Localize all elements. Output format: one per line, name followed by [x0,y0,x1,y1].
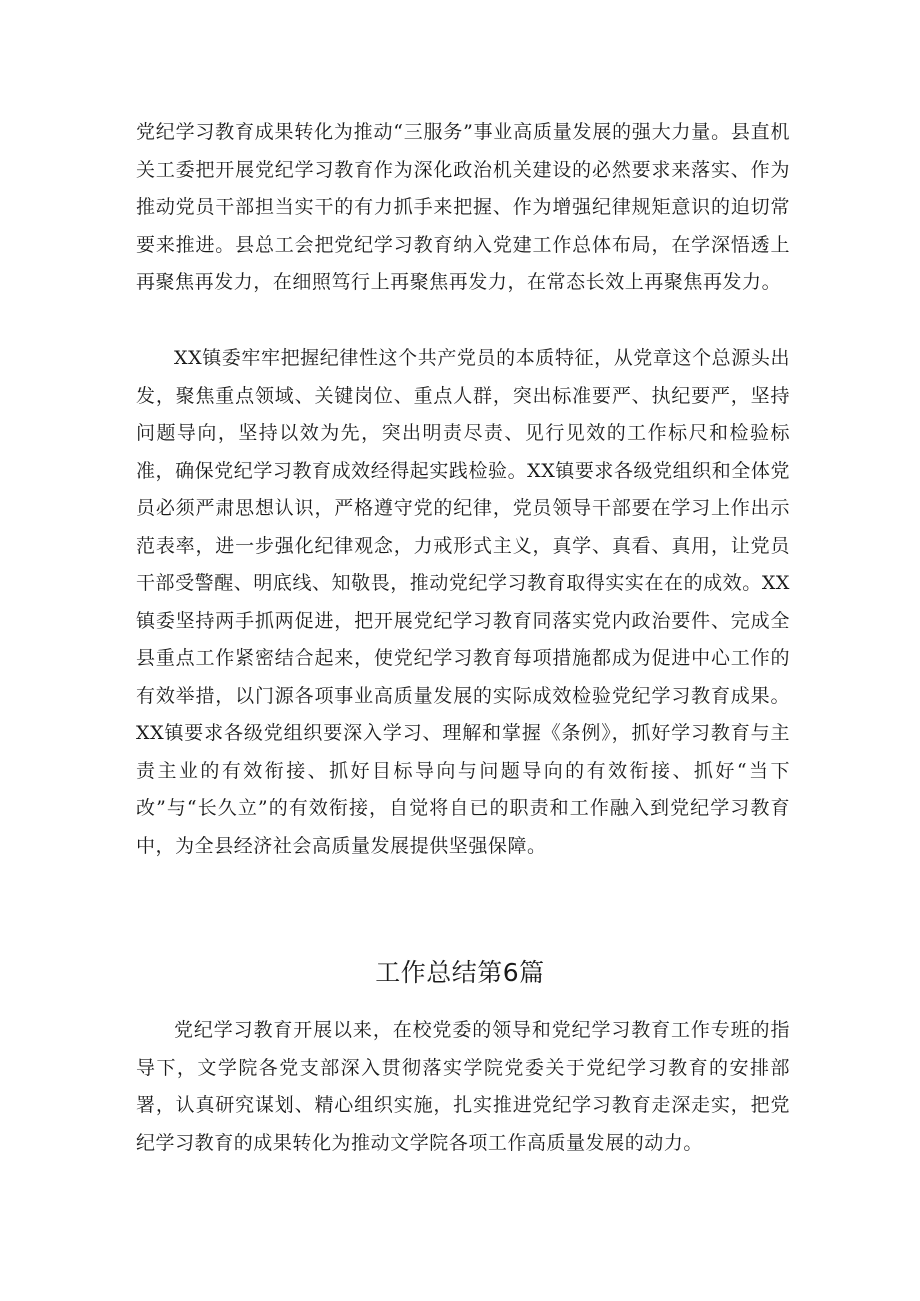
paragraph-continued: 党纪学习教育成果转化为推动“三服务”事业高质量发展的强大力量。县直机关工委把开展党纪学习教育作为深化政治机关建设的必然要求来落实、作为推动党员干部担当实干的有力抓手来把握、作为增强纪律规矩意识的迫切常要来推进。县总工会把党纪学习教育纳入党建工作总体布局，在学深悟透上再聚焦再发力，在细照笃行上再聚焦再发力，在常态长效上再聚焦再发力。 [136,121,790,293]
section-heading: 工作总结第6篇 [375,958,545,987]
paragraph-college: 党纪学习教育开展以来，在校党委的领导和党纪学习教育工作专班的指导下，文学院各党支部深入贯彻落实学院党委关于党纪学习教育的安排部署，认真研究谋划、精心组织实施，扎实推进党纪学习教育走深走实，把党纪学习教育的成果转化为推动文学院各项工作高质量发展的动力。 [136,1019,790,1154]
paragraph-town-committee: XX镇委牢牢把握纪律性这个共产党员的本质特征，从党章这个总源头出发，聚焦重点领域、关键岗位、重点人群，突出标准要严、执纪要严，坚持问题导向，坚持以效为先，突出明责尽责、见行见效的工作标尺和检验标准，确保党纪学习教育成效经得起实践检验。XX镇要求各级党组织和全体党员必须严肃思想认识，严格遵守党的纪律，党员领导干部要在学习上作出示范表率，进一步强化纪律观念，力戒形式主义，真学、真看、真用，让党员干部受警醒、明底线、知敬畏，推动党纪学习教育取得实实在在的成效。XX镇委坚持两手抓两促进，把开展党纪学习教育同落实党内政治要件、完成全县重点工作紧密结合起来，使党纪学习教育每项措施都成为促进中心工作的有效举措，以门源各项事业高质量发展的实际成效检验党纪学习教育成果。XX镇要求各级党组织要深入学习、理解和掌握《条例》，抓好学习教育与主责主业的有效衔接、抓好目标导向与问题导向的有效衔接、抓好“当下改”与“长久立”的有效衔接，自觉将自已的职责和工作融入到党纪学习教育中，为全县经济社会高质量发展提供坚强保障。 [136,347,790,857]
